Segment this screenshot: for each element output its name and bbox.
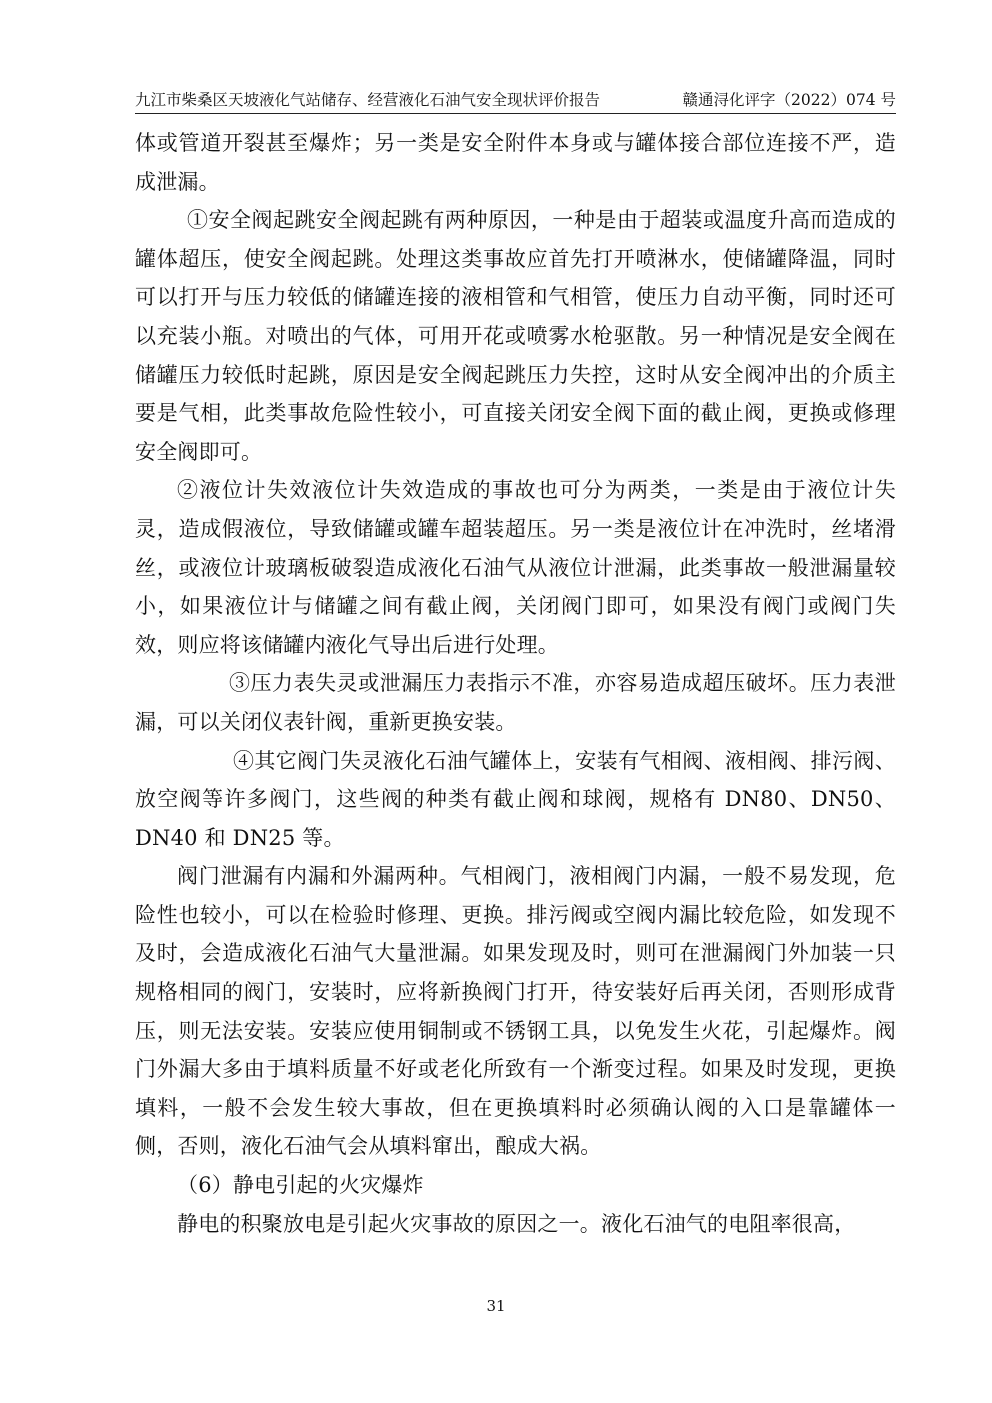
paragraph-safety-valve: ①安全阀起跳安全阀起跳有两种原因，一种是由于超装或温度升高而造成的罐体超压，使安全阀起跳。处理这类事故应首先打开喷淋水，使储罐降温，同时可以打开与压力较低的储罐连接的液相管和气相管，使压力自动平衡，同时还可以充装小瓶。对喷出的气体，可用开花或喷雾水枪驱散。另一种情况是安全阀在储罐压力较低时起跳，原因是安全阀起跳压力失控，这时从安全阀冲出的介质主要是气相，此类事故危险性较小，可直接关闭安全阀下面的截止阀，更换或修理安全阀即可。 — [135, 208, 896, 464]
paragraph-pressure-gauge: ③压力表失灵或泄漏压力表指示不准，亦容易造成超压破坏。压力表泄漏，可以关闭仪表针阀，重新更换安装。 — [135, 671, 896, 734]
page-number: 31 — [486, 1297, 506, 1315]
paragraph-other-valves: ④其它阀门失灵液化石油气罐体上，安装有气相阀、液相阀、排污阀、放空阀等许多阀门，这些阀的种类有截止阀和球阀，规格有 DN80、DN50、DN40 和 DN25 等。 — [135, 748, 896, 850]
header-document-number: 赣通浔化评字（2022）074 号 — [682, 91, 896, 109]
paragraph-level-gauge: ②液位计失效液位计失效造成的事故也可分为两类，一类是由于液位计失灵，造成假液位，导致储罐或罐车超装超压。另一类是液位计在冲洗时，丝堵滑丝，或液位计玻璃板破裂造成液化石油气从液位计泄漏，此类事故一般泄漏量较小，如果液位计与储罐之间有截止阀，关闭阀门即可，如果没有阀门或阀门失效，则应将该储罐内液化气导出后进行处理。 — [135, 478, 896, 657]
paragraph-continuation: 体或管道开裂甚至爆炸；另一类是安全附件本身或与罐体接合部位连接不严，造成泄漏。 — [135, 131, 896, 194]
header-report-title: 九江市柴桑区天坡液化气站储存、经营液化石油气安全现状评价报告 — [135, 91, 601, 109]
paragraph-static-electricity: 静电的积聚放电是引起火灾事故的原因之一。液化石油气的电阻率很高， — [177, 1211, 856, 1236]
section-heading: （6）静电引起的火灾爆炸 — [177, 1173, 424, 1198]
paragraph-valve-leakage: 阀门泄漏有内漏和外漏两种。气相阀门，液相阀门内漏，一般不易发现，危险性也较小，可以在检验时修理、更换。排污阀或空阀内漏比较危险，如发现不及时，会造成液化石油气大量泄漏。如果发现及时，则可在泄漏阀门外加装一只规格相同的阀门，安装时，应将新换阀门打开，待安装好后再关闭，否则形成背压，则无法安装。安装应使用铜制或不锈钢工具，以免发生火花，引起爆炸。阀门外漏大多由于填料质量不好或老化所致有一个渐变过程。如果及时发现，更换填料，一般不会发生较大事故，但在更换填料时必须确认阀的入口是靠罐体一侧，否则，液化石油气会从填料窜出，酿成大祸。 — [135, 864, 896, 1159]
page-body — [135, 124, 896, 1243]
page-header — [135, 84, 896, 114]
